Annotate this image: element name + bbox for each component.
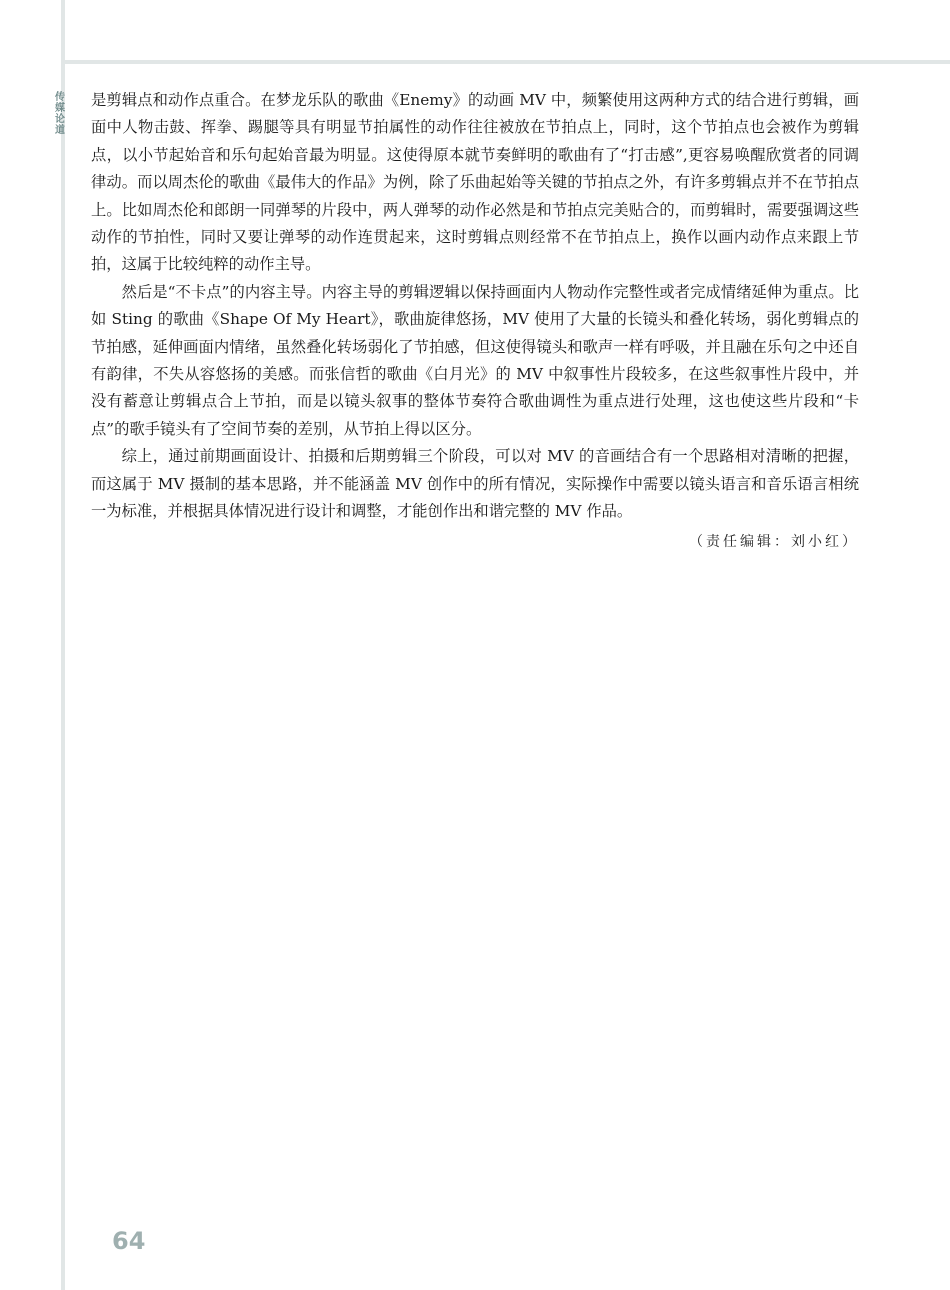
paragraph: 综上，通过前期画面设计、拍摄和后期剪辑三个阶段，可以对 MV 的音画结合有一个思路相对清晰的把握，而这属于 MV 摄制的基本思路，并不能涵盖 MV 创作中的所有情况，实际操作中需要以镜头语言和音乐语言相统一为标准，并根据具体情况进行设计和调整，才能创作出和谐完整的 MV 作品。	[91, 447, 859, 521]
paragraph: 然后是“不卡点”的内容主导。内容主导的剪辑逻辑以保持画面内人物动作完整性或者完成情绪延伸为重点。比如 Sting 的歌曲《Shape Of My Heart》，歌曲旋律悠扬，MV 使用了大量的长镜头和叠化转场，弱化剪辑点的节拍感，延伸画面内情绪，虽然叠化转场弱化了节拍感，但这使得镜头和歌声一样有呼吸，并且融在乐句之中还自有韵律，不失从容悠扬的美感。而张信哲的歌曲《白月光》的 MV 中叙事性片段较多，在这些叙事性片段中，并没有蓄意让剪辑点合上节拍，而是以镜头叙事的整体节奏符合歌曲调性为重点进行处理，这也使这些片段和“卡点”的歌手镜头有了空间节奏的差别，从节拍上得以区分。	[91, 282, 859, 438]
header-rule	[61, 60, 950, 64]
editor-note: （责任编辑：刘小红）	[689, 533, 859, 550]
section-label-char: 传	[55, 92, 65, 103]
section-label-char: 道	[55, 125, 65, 136]
page-number: 64	[112, 1227, 146, 1255]
article-body	[91, 87, 859, 554]
section-label-char: 媒	[55, 103, 65, 114]
section-label-char: 论	[55, 114, 65, 125]
paragraph: 是剪辑点和动作点重合。在梦龙乐队的歌曲《Enemy》的动画 MV 中，频繁使用这两种方式的结合进行剪辑，画面中人物击鼓、挥拳、踢腿等具有明显节拍属性的动作往往被放在节拍点上，同时，这个节拍点也会被作为剪辑点，以小节起始音和乐句起始音最为明显。这使得原本就节奏鲜明的歌曲有了“打击感”,更容易唤醒欣赏者的同调律动。而以周杰伦的歌曲《最伟大的作品》为例，除了乐曲起始等关键的节拍点之外，有许多剪辑点并不在节拍点上。比如周杰伦和郎朗一同弹琴的片段中，两人弹琴的动作必然是和节拍点完美贴合的，而剪辑时，需要强调这些动作的节拍性，同时又要让弹琴的动作连贯起来，这时剪辑点则经常不在节拍点上，换作以画内动作点来跟上节拍，这属于比较纯粹的动作主导。	[91, 91, 859, 274]
section-label	[53, 92, 67, 136]
left-margin-rule	[61, 0, 65, 1290]
